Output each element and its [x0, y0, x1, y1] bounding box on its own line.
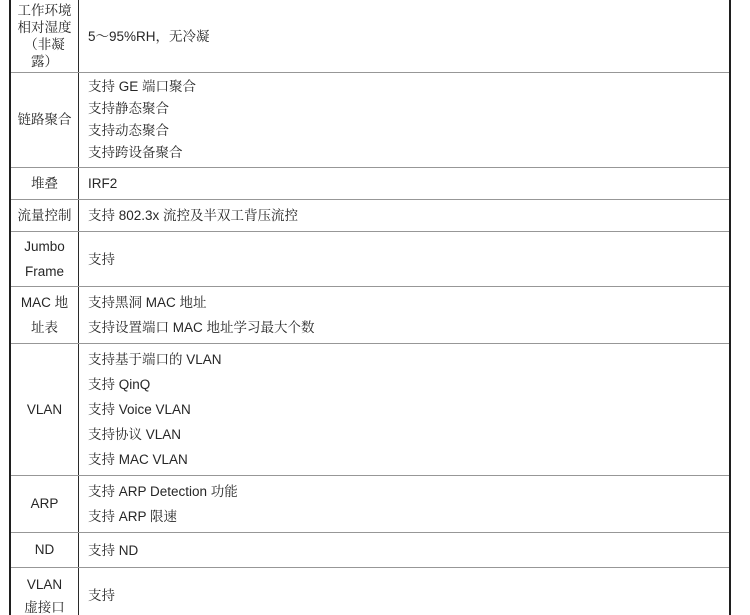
spec-label-line: 堆叠 — [31, 175, 58, 191]
spec-value-cell — [79, 200, 729, 231]
spec-value-cell — [79, 0, 729, 72]
spec-value-line: 支持跨设备聚合 — [88, 145, 183, 160]
spec-value-line: 支持 ND — [88, 542, 139, 558]
spec-label-line: （非凝 — [24, 37, 65, 52]
table-row — [11, 287, 729, 344]
table-row — [11, 232, 729, 287]
spec-label-line: 流量控制 — [17, 207, 72, 223]
spec-label-line: Jumbo — [24, 239, 65, 254]
spec-label-line: Frame — [24, 264, 64, 279]
spec-label-cell — [11, 232, 79, 286]
spec-value-cell — [79, 287, 729, 343]
spec-label-cell — [11, 344, 79, 475]
spec-label-cell — [11, 0, 79, 72]
spec-value-cell — [79, 533, 729, 567]
spec-value-line: 支持 Voice VLAN — [88, 402, 191, 417]
spec-table — [9, 0, 731, 615]
spec-value-line: IRF2 — [88, 176, 118, 191]
spec-value-cell — [79, 168, 729, 199]
spec-label-cell — [11, 476, 79, 532]
spec-label-line: 虚接口 — [24, 599, 65, 615]
spec-value-line: 支持 ARP Detection 功能 — [88, 484, 238, 499]
spec-value-line: 支持动态聚合 — [88, 123, 169, 138]
spec-label-line: 露） — [31, 54, 58, 69]
spec-value-line: 支持 QinQ — [88, 377, 151, 392]
spec-value-line: 支持基于端口的 VLAN — [88, 352, 222, 367]
table-row — [11, 73, 729, 168]
spec-value-line: 支持 ARP 限速 — [88, 509, 178, 524]
spec-label-line: 工作环境 — [17, 3, 72, 18]
spec-value-line: 支持静态聚合 — [88, 101, 169, 116]
table-row — [11, 568, 729, 615]
spec-label-cell — [11, 73, 79, 167]
spec-value-line: 支持 — [88, 588, 115, 603]
spec-value-line: 支持 GE 端口聚合 — [88, 79, 197, 94]
spec-value-line: 支持 802.3x 流控及半双工背压流控 — [88, 208, 299, 223]
table-row — [11, 200, 729, 232]
spec-value-cell — [79, 73, 729, 167]
spec-label-line: VLAN — [26, 576, 63, 592]
table-row — [11, 476, 729, 533]
spec-value-cell — [79, 476, 729, 532]
table-row — [11, 533, 729, 568]
spec-label-line: VLAN — [26, 401, 63, 417]
spec-label-line: 相对湿度 — [17, 20, 72, 35]
spec-label-cell — [11, 533, 79, 567]
spec-label-cell — [11, 200, 79, 231]
spec-label-line: 链路聚合 — [17, 112, 72, 127]
spec-label-line: MAC 地 — [20, 295, 69, 310]
spec-label-line: 址表 — [31, 320, 58, 335]
spec-value-cell — [79, 232, 729, 286]
spec-label-cell — [11, 568, 79, 615]
spec-label-cell — [11, 168, 79, 199]
spec-label-line: ND — [34, 542, 55, 557]
spec-value-cell — [79, 568, 729, 615]
table-row — [11, 168, 729, 200]
spec-value-cell — [79, 344, 729, 475]
spec-value-line: 支持协议 VLAN — [88, 427, 182, 442]
table-row — [11, 0, 729, 73]
spec-value-line: 支持 MAC VLAN — [88, 452, 188, 467]
spec-label-cell — [11, 287, 79, 343]
table-row — [11, 344, 729, 476]
spec-value-line: 支持黑洞 MAC 地址 — [88, 295, 207, 310]
spec-value-line: 支持设置端口 MAC 地址学习最大个数 — [88, 320, 315, 335]
spec-value-line: 支持 — [88, 251, 115, 267]
spec-label-line: ARP — [30, 496, 59, 511]
spec-value-line: 5～95%RH，无冷凝 — [88, 28, 210, 44]
